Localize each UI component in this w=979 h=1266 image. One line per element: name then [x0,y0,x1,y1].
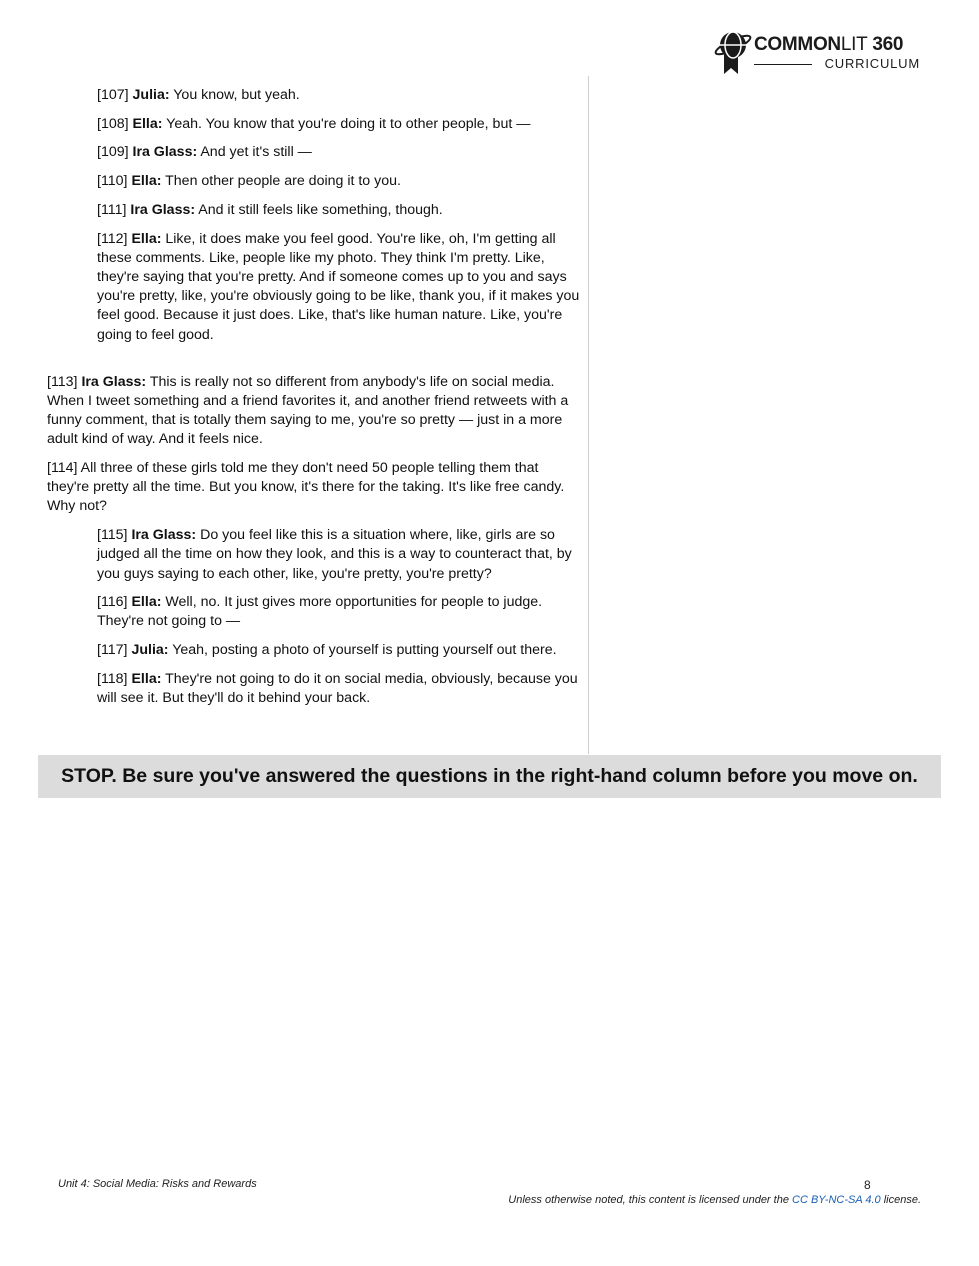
footer-unit-title: Unit 4: Social Media: Risks and Rewards [58,1178,257,1190]
paragraph-text: All three of these girls told me they don't need 50 people telling them that they're pretty all the time. But you know, it's there for the taking. It's like free candy. Why not? [47,460,565,515]
paragraph-number: [111] [97,201,127,218]
column-divider [588,76,589,754]
two-column-area [38,76,941,754]
paragraph-text: Yeah, posting a photo of yourself is putting yourself out there. [168,642,557,659]
logo-rule [754,64,812,65]
logo-wordmark: COMMONLIT 360 [754,34,904,55]
speaker-name: Ella: [131,594,162,611]
transcript-paragraph [47,230,582,345]
commonlit-logo [714,28,924,78]
paragraph-number: [108] [97,115,129,132]
paragraph-number: [116] [97,594,128,611]
logo-emblem-icon [714,28,754,76]
paragraph-text: And yet it's still — [197,144,312,161]
logo-curriculum-label: CURRICULUM [824,56,920,71]
paragraph-number: [118] [97,670,128,687]
transcript-column [47,86,582,718]
speaker-name: Ella: [131,670,162,687]
paragraph-number: [113] [47,373,78,390]
paragraph-text: Like, it does make you feel good. You're like, oh, I'm getting all these comments. Like, people like my photo. They think I'm pretty. Like, they're saying that you're pretty. And if someone comes up to you and says you're pretty, like, you're obviously going to be like, thank you, if it makes you feel good. Because it just does. Like, that's like human nature. Like, you're going to feel good. [97,230,580,343]
speaker-name: Ira Glass: [81,373,147,390]
speaker-name: Ira Glass: [131,527,197,544]
paragraph-text: This is really not so different from anybody's life on social media. When I tweet something and a friend favorites it, and another friend retweets with a funny comment, that is totally them saying to me, you're so pretty — just in a more adult kind of way. And it feels nice. [47,373,569,448]
footer-license [508,1194,921,1206]
transcript-paragraph [47,86,582,105]
speaker-name: Ira Glass: [132,144,198,161]
speaker-name: Ella: [132,115,163,132]
paragraph-text: Well, no. It just gives more opportunities for people to judge. They're not going to — [97,594,543,630]
transcript-paragraph [47,115,582,134]
license-link[interactable]: CC BY-NC-SA 4.0 [792,1194,881,1206]
transcript-paragraph [47,143,582,162]
stop-banner [38,755,941,798]
license-suffix: license. [880,1194,921,1206]
transcript-paragraph [47,593,582,631]
transcript-paragraph [47,373,582,450]
transcript-paragraph [47,172,582,191]
transcript-paragraph [47,670,582,708]
paragraph-text: Do you feel like this is a situation where, like, girls are so judged all the time on how they look, and this is a way to counteract that, by you guys saying to each other, like, you're pretty, you're pretty? [97,527,572,582]
paragraph-text: They're not going to do it on social media, obviously, because you will see it. But they'll do it behind your back. [97,670,578,707]
transcript-paragraph [47,459,582,517]
transcript-paragraph [47,641,582,660]
paragraph-text: And it still feels like something, though. [195,201,443,218]
paragraph-number: [107] [97,87,129,103]
speaker-name: Julia: [131,642,169,659]
license-prefix: Unless otherwise noted, this content is licensed under the [508,1194,792,1206]
transcript-paragraph [47,201,582,220]
paragraph-number: [110] [97,173,128,190]
stop-message: STOP. Be sure you've answered the questions in the right-hand column before you move on. [61,765,918,787]
speaker-name: Ella: [131,230,162,247]
paragraph-number: [112] [97,230,128,247]
transcript-paragraph [47,526,582,584]
paragraph-number: [114] [47,460,78,477]
speaker-name: Ira Glass: [130,201,196,218]
paragraph-number: [115] [97,527,128,544]
paragraph-text: Yeah. You know that you're doing it to other people, but — [162,115,531,132]
paragraph-text: Then other people are doing it to you. [161,173,401,190]
speaker-name: Julia: [132,87,170,103]
speaker-name: Ella: [131,173,162,190]
paragraph-number: [109] [97,144,129,161]
paragraph-number: [117] [97,642,128,659]
paragraph-text: You know, but yeah. [169,87,300,103]
page-number: 8 [864,1178,871,1192]
logo-subtitle [754,56,920,72]
